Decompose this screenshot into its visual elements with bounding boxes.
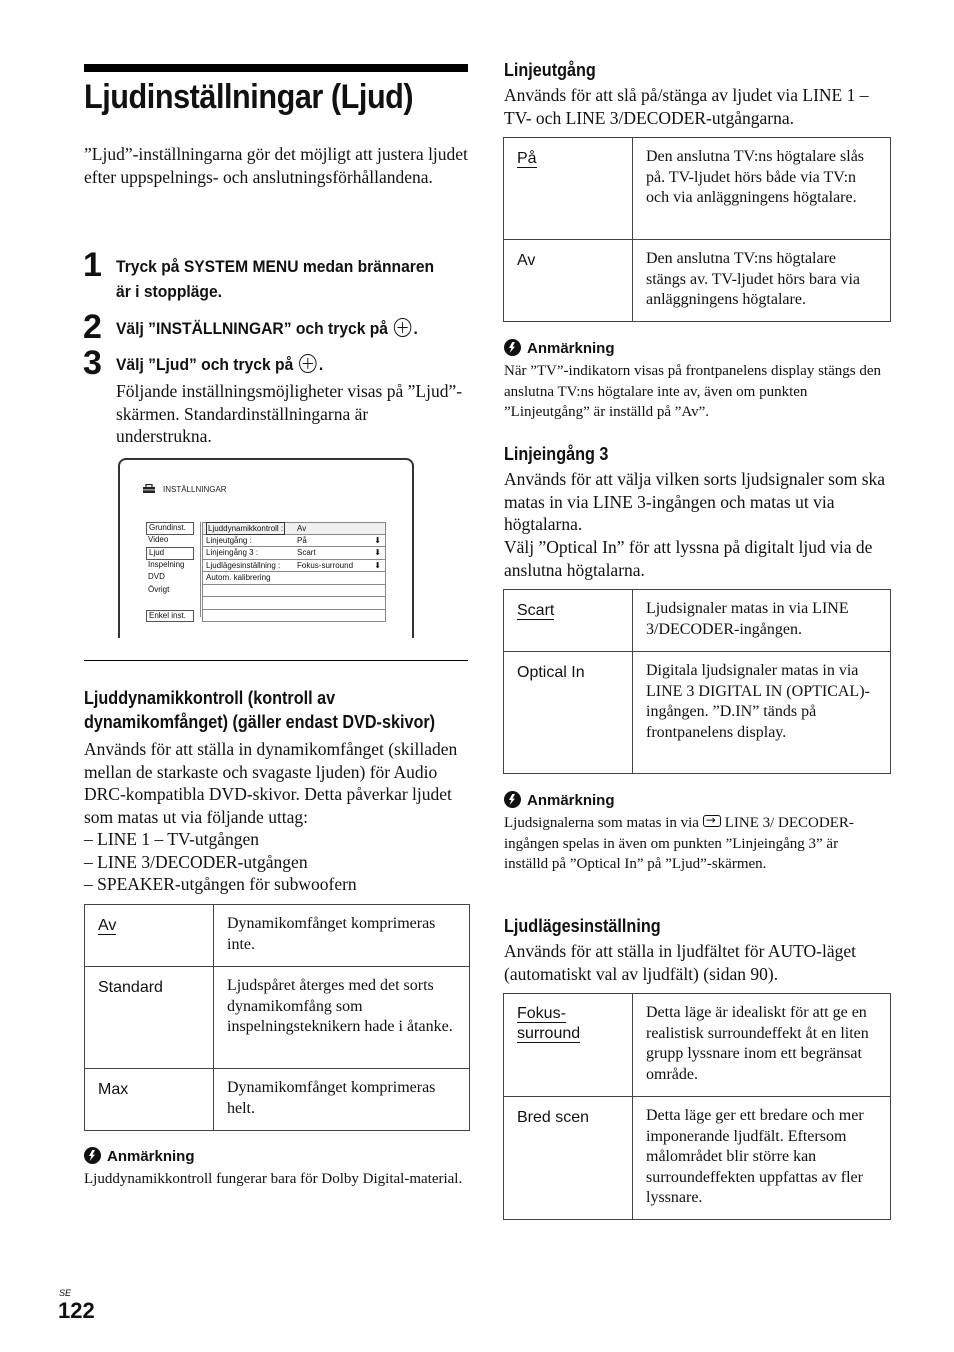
screen-row [202,547,386,560]
linein-note-heading [504,791,615,811]
table-row [85,967,470,1069]
note-text-post: LINE 3/ DECODER-ingången spelas in även om punkten ”Linjeingång 3” är inställd på ”Optical In” på ”Ljud”-skärmen. [504,815,854,872]
lineout-note-heading [504,339,615,359]
screen-row-empty [202,610,386,623]
screen-row-empty [202,597,386,610]
screen-row-label: Autom. kalibrering [206,573,271,582]
note-title: Anmärkning [527,792,615,809]
menu-item-blank [146,597,194,610]
step-2-number: 2 [83,308,102,346]
screen-row-empty [202,585,386,598]
option-key-label: Fokus- [517,1005,566,1022]
option-desc: Detta läge ger ett bredare och mer imponerande ljudfält. Eftersom målområdet blir större kan surroundeffekten uppfattas av fler lyssnare. [633,1097,891,1220]
list-item: – LINE 1 – TV-utgången [84,829,259,849]
screen-row-label: Ljuddynamikkontroll : [208,524,284,533]
screen-settings-grid [202,522,386,622]
lineout-note-text: När ”TV”-indikatorn visas på frontpanelens display stängs den anslutna TV:ns högtalare inte av, även om punkten ”Linjeutgång” är inställd på ”Av”. [504,363,881,420]
step-1-text [116,254,434,304]
list-item: – LINE 3/DECODER-utgången [84,851,308,872]
intro-text: ”Ljud”-inställningarna gör det möjligt att justera ljudet efter uppspelnings- och anslutningsförhållandena. [84,144,468,187]
screen-row [202,522,386,535]
option-key-label: Scart [517,602,555,619]
option-desc: Ljudsignaler matas in via LINE 3/DECODER-ingången. [633,590,891,652]
option-desc: Den anslutna TV:ns högtalare slås på. TV-ljudet hörs både via TV:n och via anläggningens högtalare. [633,138,891,240]
page-locale: SE [59,1288,72,1298]
option-key: Optical In [504,652,633,774]
screen-row [202,572,386,585]
table-row [504,240,891,322]
note-title: Anmärkning [527,340,615,357]
enter-button-icon [394,318,411,337]
linein-options-table [503,589,891,774]
option-key: Max [85,1069,214,1131]
drc-heading [84,686,435,734]
page-title: Ljudinställningar (Ljud) [84,78,414,116]
option-desc: Den anslutna TV:ns högtalare stängs av. TV-ljudet hörs bara via anläggningens högtalare. [633,240,891,322]
input-jack-icon [703,815,721,827]
drc-options-table [84,904,470,1131]
enter-button-icon [299,354,316,373]
option-key: Standard [85,967,214,1069]
step-3-description: Följande inställningsmöjligheter visas på ”Ljud”-skärmen. Standardinställningarna är understrukna. [116,381,463,447]
section-divider [84,660,468,661]
table-row [504,994,891,1097]
table-row [504,1097,891,1220]
step-2-text [116,316,418,341]
linein-body-2: Välj ”Optical In” för att lyssna på digitalt ljud via de anslutna högtalarna. [504,537,873,580]
note-bolt-icon [504,791,521,808]
drc-bullets [84,828,468,896]
step-3-label: Välj ”Ljud” och tryck på [116,355,294,374]
menu-item-ovrigt: Övrigt [148,584,170,594]
screen-row [202,535,386,548]
page-number: 122 [58,1298,95,1323]
screen-row-value: Fokus-surround [297,560,354,570]
option-desc: Dynamikomfånget komprimeras helt. [214,1069,470,1131]
title-rule [84,64,468,72]
note-bolt-icon [504,339,521,356]
option-key: Bred scen [504,1097,633,1220]
soundmode-options-table [503,993,891,1220]
menu-item-grundinst: Grundinst. [146,522,194,535]
step-3-tail: . [318,355,324,374]
screen-row-label: Ljudlägesinställning : [206,560,281,570]
screen-menu [146,522,194,622]
menu-item-inspelning: Inspelning [148,559,185,569]
option-key [504,138,633,240]
step-1-number: 1 [83,246,102,284]
screen-row [202,560,386,573]
drc-heading-line2: dynamikomfånget) (gäller endast DVD-skivor) [84,712,436,732]
lineout-heading: Linjeutgång [504,60,596,80]
drc-note-text: Ljuddynamikkontroll fungerar bara för Dolby Digital-material. [84,1171,463,1187]
table-row [504,138,891,240]
table-row [504,590,891,652]
list-item: – SPEAKER-utgången för subwoofern [84,874,357,895]
step-1-line1: Tryck på SYSTEM MENU medan brännaren [116,257,435,276]
step-2-label: Välj ”INSTÄLLNINGAR” och tryck på [116,319,389,338]
screen-row-value: Scart [297,548,316,557]
table-row [85,1069,470,1131]
menu-item-ljud: Ljud [146,547,194,560]
menu-item-enkel: Enkel inst. [146,610,194,623]
lineout-options-table [503,137,891,322]
step-3-number: 3 [83,344,102,382]
screen-row-value: Av [297,524,307,533]
screen-row-value: På [297,535,307,545]
screen-row-label: Linjeingång 3 : [206,548,259,557]
menu-item-video: Video [148,534,169,544]
option-desc: Digitala ljudsignaler matas in via LINE 3 DIGITAL IN (OPTICAL)-ingången. ”D.IN” tänds på frontpanelens display. [633,652,891,774]
option-desc: Detta läge är idealiskt för att ge en realistisk surroundeffekt åt en liten grupp lyssnare inom ett begränsat område. [633,994,891,1097]
note-text-pre: Ljudsignalerna som matas in via [504,815,699,831]
note-title: Anmärkning [107,1148,195,1165]
table-row [85,905,470,967]
soundmode-heading: Ljudlägesinställning [504,916,661,936]
menu-item-dvd: DVD [148,572,165,581]
option-key-label: surround [517,1025,581,1042]
lineout-body: Används för att slå på/stänga av ljudet via LINE 1 – TV- och LINE 3/DECODER-utgångarna. [504,85,869,128]
drc-heading-line1: Ljuddynamikkontroll (kontroll av [84,688,336,708]
drc-body: Används för att ställa in dynamikomfånget (skilladen mellan de starkaste och svagaste ljuden) för Audio DRC-kompatibla DVD-skivor. Detta påverkar ljudet som matas ut via följande uttag: [84,739,458,827]
option-key-label: Av [98,917,117,934]
option-desc: Ljudspåret återges med det sorts dynamikomfång som inspelningsteknikern hade i åtanke. [214,967,470,1069]
down-arrow-icon: ⬇ [374,560,381,570]
option-desc: Dynamikomfånget komprimeras inte. [214,905,470,967]
option-key [504,590,633,652]
note-bolt-icon [84,1147,101,1164]
menu-divider [200,522,201,617]
option-key: Av [504,240,633,322]
option-key-label: På [517,150,537,167]
soundmode-body: Används för att ställa in ljudfältet för AUTO-läget (automatiskt val av ljudfält) (sidan 90). [504,941,857,984]
down-arrow-icon: ⬇ [374,535,381,545]
step-1-line2: är i stoppläge. [116,282,223,301]
screen-row-label: Linjeutgång : [206,535,252,545]
settings-screen-illustration [118,458,414,638]
screen-header: INSTÄLLNINGAR [163,485,227,494]
linein-heading: Linjeingång 3 [504,444,609,464]
table-row [504,652,891,774]
linein-body: Används för att välja vilken sorts ljudsignaler som ska matas in via LINE 3-ingången och matas ut via högtalarna. [504,469,886,535]
step-2-tail: . [413,319,418,338]
option-key [504,994,633,1097]
toolbox-icon [142,484,156,498]
option-key [85,905,214,967]
linein-note-text [504,813,876,875]
step-3-text [116,352,323,377]
drc-note-heading [84,1147,195,1167]
down-arrow-icon: ⬇ [374,548,381,557]
